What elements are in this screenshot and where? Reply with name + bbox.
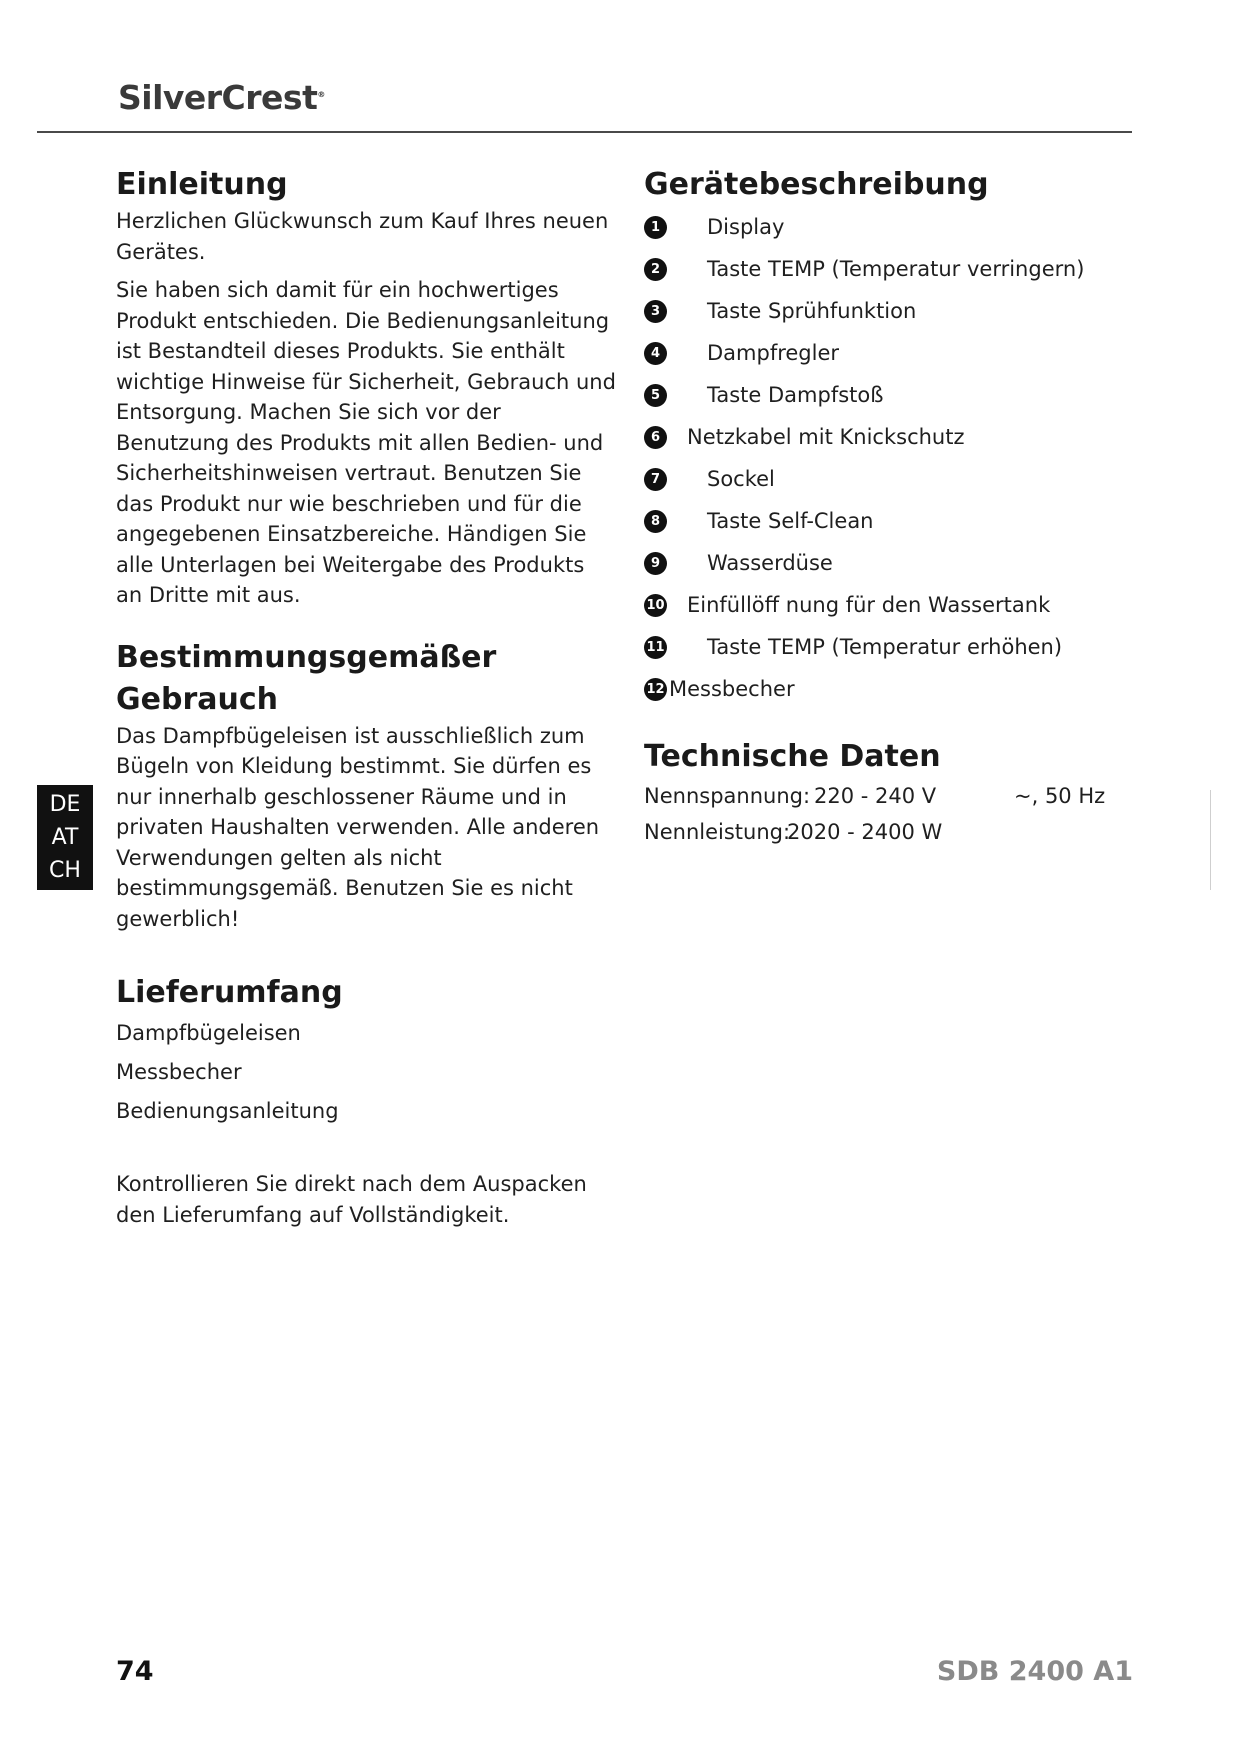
number-badge-icon: 6 xyxy=(644,426,667,449)
part-item xyxy=(644,584,1124,626)
left-column xyxy=(116,164,616,1230)
heading-technische-daten: Technische Daten xyxy=(644,739,941,774)
lieferumfang-item: Dampfbügeleisen xyxy=(116,1021,301,1045)
part-item xyxy=(644,458,1124,500)
part-label: Einfüllöff nung für den Wassertank xyxy=(687,593,1051,617)
spec-value: 220 - 240 V xyxy=(814,784,937,808)
number-badge-icon: 12 xyxy=(644,678,667,701)
part-label: Dampfregler xyxy=(707,341,840,365)
heading-einleitung: Einleitung xyxy=(116,167,288,202)
number-badge-icon: 5 xyxy=(644,384,667,407)
heading-gebrauch-1: Bestimmungsgemäßer xyxy=(116,639,497,675)
heading-geraetebeschreibung: Gerätebeschreibung xyxy=(644,167,989,202)
lang-de: DE xyxy=(49,792,81,817)
brand-name: SilverCrest xyxy=(118,78,318,117)
brand-logo xyxy=(118,78,325,117)
number-badge-icon: 9 xyxy=(644,552,667,575)
heading-gebrauch-2: Gebrauch xyxy=(116,681,278,717)
einleitung-para-2: Sie haben sich damit für ein hochwertiges Produkt entschieden. Die Bedienungsanleitung ist Bestandteil dieses Produkts. Sie enthält wichtige Hinweise für Sicherheit, Gebrauch und Entsorgung. Machen Sie sich vor der Benutzung des Produkts mit allen Bedien- und Sicherheitshinweisen vertraut. Benutzen Sie das Produkt nur wie beschrieben und für die angegebenen Einsatzbereiche. Händigen Sie alle Unterlagen bei Weitergabe des Produkts an Dritte mit aus. xyxy=(116,278,616,607)
number-badge-icon: 7 xyxy=(644,468,667,491)
header-rule xyxy=(37,131,1132,133)
parts-list xyxy=(644,206,1124,710)
spec-frequency: ~, 50 Hz xyxy=(1014,784,1106,808)
number-badge-icon: 11 xyxy=(644,636,667,659)
spec-label: Nennspannung: xyxy=(644,784,811,808)
part-label: Display xyxy=(707,215,785,239)
part-item xyxy=(644,416,1124,458)
part-label: Wasserdüse xyxy=(707,551,833,575)
part-label: Taste TEMP (Temperatur verringern) xyxy=(707,257,1085,281)
spec-row-power xyxy=(644,814,1124,850)
part-label: Taste Self-Clean xyxy=(707,509,874,533)
part-item xyxy=(644,500,1124,542)
spec-row-voltage xyxy=(644,778,1124,814)
lieferumfang-note: Kontrollieren Sie direkt nach dem Auspacken den Lieferumfang auf Vollständigkeit. xyxy=(116,1172,587,1227)
language-tab xyxy=(37,785,93,890)
number-badge-icon: 8 xyxy=(644,510,667,533)
number-badge-icon: 4 xyxy=(644,342,667,365)
gebrauch-para: Das Dampfbügeleisen ist ausschließlich zum Bügeln von Kleidung bestimmt. Sie dürfen es nur innerhalb geschlossener Räume und in privaten Haushalten verwenden. Alle anderen Verwendungen gelten als nicht bestimmungsgemäß. Benutzen Sie es nicht gewerblich! xyxy=(116,723,600,931)
number-badge-icon: 10 xyxy=(644,594,667,617)
lang-ch: CH xyxy=(49,858,81,883)
part-label: Netzkabel mit Knickschutz xyxy=(687,425,965,449)
lieferumfang-item: Bedienungsanleitung xyxy=(116,1099,339,1123)
part-item xyxy=(644,332,1124,374)
lang-at: AT xyxy=(51,825,79,850)
part-item xyxy=(644,668,1124,710)
heading-lieferumfang: Lieferumfang xyxy=(116,975,343,1010)
margin-mark xyxy=(1210,790,1211,890)
number-badge-icon: 2 xyxy=(644,258,667,281)
lieferumfang-item: Messbecher xyxy=(116,1060,242,1084)
page-number: 74 xyxy=(116,1656,154,1687)
number-badge-icon: 1 xyxy=(644,216,667,239)
part-label: Taste Sprühfunktion xyxy=(707,299,917,323)
spec-value: 2020 - 2400 W xyxy=(787,820,943,844)
part-item xyxy=(644,374,1124,416)
einleitung-para-1: Herzlichen Glückwunsch zum Kauf Ihres neuen Gerätes. xyxy=(116,209,609,264)
part-item xyxy=(644,248,1124,290)
part-item xyxy=(644,206,1124,248)
part-label: Taste TEMP (Temperatur erhöhen) xyxy=(707,635,1063,659)
number-badge-icon: 3 xyxy=(644,300,667,323)
part-label: Sockel xyxy=(707,467,775,491)
part-label: Taste Dampfstoß xyxy=(707,383,884,407)
part-item xyxy=(644,290,1124,332)
spec-label: Nennleistung: xyxy=(644,820,791,844)
right-column xyxy=(644,164,1124,850)
part-label: Messbecher xyxy=(669,677,795,701)
part-item xyxy=(644,626,1124,668)
part-item xyxy=(644,542,1124,584)
model-number: SDB 2400 A1 xyxy=(936,1656,1133,1687)
trademark-symbol: ® xyxy=(317,90,325,99)
